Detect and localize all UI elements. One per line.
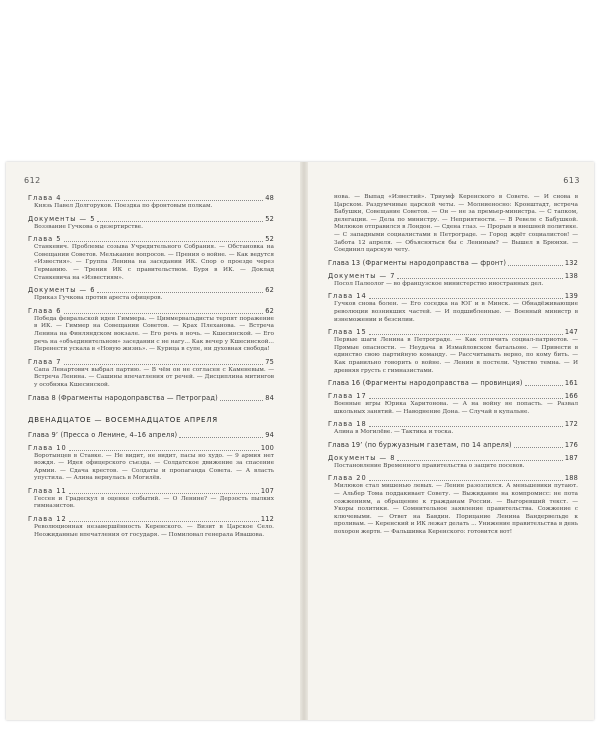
- toc-entry-page: 75: [265, 357, 274, 366]
- entries-after-section: [28, 431, 274, 540]
- toc-entry-page: 107: [260, 486, 274, 495]
- section-title: ДВЕНАДЦАТОЕ — ВОСЕМНАДЦАТОЕ АПРЕЛЯ: [28, 415, 218, 424]
- toc-entry: [328, 292, 578, 324]
- toc-entry-heading: [28, 358, 274, 367]
- toc-entry-summary: Гучков снова болен. — Его соседка на ЮГ и в Минск. — Обнадёживающие революции возникших частей. — И подшибленные. — Военный министр в изнеможении и безсилии.: [334, 301, 578, 323]
- toc-entry-summary: Посол Палеолог — во французское министерство иностранных дел.: [334, 280, 544, 287]
- toc-entry-page: 176: [564, 440, 578, 449]
- toc-entry-heading: [328, 379, 578, 388]
- toc-entry-heading: [28, 487, 274, 496]
- dot-leader: [525, 385, 563, 386]
- toc-entry: [28, 444, 274, 483]
- toc-entry-label: Глава 9’ (Пресса о Ленине, 4–16 апреля): [28, 430, 178, 439]
- continued-entry: [328, 194, 578, 255]
- toc-entry-page: 138: [564, 271, 578, 280]
- toc-entry-heading: [328, 292, 578, 301]
- toc-entry-summary: Первые шаги Ленина в Петрограде. — Как отличить социал-патриотов. — Прямые опасности. — Неудача в Измайловском батальоне. — Привести в единство свою партийную команду. — Рассчитывать верно, по кому бить. — Как правильно говорить о войне. — Ленин в постели. Чувство темна. — И древняя грусть с гимназистами.: [334, 337, 578, 374]
- toc-entry-summary: Революционная незавершённость Керенского. — Визит в Царское Село. Неожиданные впечатления от государя. — Помиловал генерала Ивашова.: [34, 524, 274, 538]
- toc-entry-page: 94: [265, 430, 274, 439]
- dot-leader: [64, 241, 264, 242]
- toc-entry-page: 52: [265, 235, 274, 244]
- toc-entry-page: 161: [564, 379, 578, 388]
- toc-entry-heading: [28, 515, 274, 524]
- entries-before-section: [28, 194, 274, 403]
- toc-entry: [28, 215, 274, 232]
- toc-entry-heading: [328, 454, 578, 463]
- toc-entry-page: 187: [564, 453, 578, 462]
- toc-entry: [328, 474, 578, 536]
- toc-entry: [28, 307, 274, 354]
- left-contents-column: [28, 194, 274, 543]
- dot-leader: [69, 521, 259, 522]
- dot-leader: [69, 450, 259, 451]
- toc-entry: [28, 358, 274, 390]
- toc-entry-page: 188: [564, 474, 578, 483]
- toc-entry: [28, 235, 274, 282]
- toc-entry-heading: [328, 441, 578, 450]
- left-page: [6, 162, 300, 720]
- toc-entry-page: 52: [265, 214, 274, 223]
- toc-entry-heading: [28, 394, 274, 403]
- toc-entry-heading: [28, 194, 274, 203]
- dot-leader: [397, 278, 562, 279]
- toc-entry-heading: [328, 272, 578, 281]
- toc-entry: [28, 394, 274, 403]
- toc-entry-page: 147: [564, 328, 578, 337]
- dot-leader: [369, 298, 563, 299]
- toc-entry-heading: [328, 392, 578, 401]
- toc-entry-page: 172: [564, 420, 578, 429]
- dot-leader: [97, 221, 263, 222]
- toc-entry-label: Глава 14: [328, 292, 367, 301]
- toc-entry: [328, 392, 578, 416]
- page-number-right: 613: [563, 176, 580, 185]
- toc-entry-summary: Гессен и Градескул в оценке событий. — О Ленине? — Дерзость пылких гимназистов.: [34, 495, 274, 510]
- toc-entry-page: 48: [265, 194, 274, 202]
- dot-leader: [220, 400, 263, 401]
- book-spread: [6, 162, 594, 720]
- book-gutter: [300, 162, 308, 720]
- toc-entry-page: 112: [260, 515, 274, 524]
- toc-entry: [328, 379, 578, 388]
- dot-leader: [369, 398, 563, 399]
- toc-entry: [28, 487, 274, 511]
- toc-entry-summary: Победа февральской идеи Гиммера. — Циммервальдисты терпят поражение в ИК. — Гиммер на Совещании Советов. — Крах Плеханова. — Встреча Ленина на Финляндском вокзале. — Его речь в ночь. — Кшесинской. — Его речь на «объединительном» заседании с не нагу... Как вечер у Кшесинской... Перенести ускала в «Новую жизнь». — Курица в супе, ни духовная свобода!: [34, 315, 274, 353]
- toc-entry: [328, 272, 578, 289]
- toc-entry-label: Глава 10: [28, 443, 67, 452]
- toc-entry: [328, 259, 578, 268]
- toc-entry: [328, 441, 578, 450]
- toc-entry: [28, 515, 274, 539]
- right-page: [308, 162, 594, 720]
- toc-entry-page: 132: [564, 258, 578, 267]
- dot-leader: [64, 200, 264, 201]
- toc-entry: [328, 420, 578, 437]
- toc-entry-heading: [28, 235, 274, 244]
- toc-entry-label: Глава 13 (Фрагменты народоправства — фронт): [328, 258, 507, 267]
- toc-entry-page: 62: [265, 286, 274, 295]
- dot-leader: [508, 265, 563, 266]
- toc-entry-label: Глава 8 (Фрагменты народоправства — Петроград): [28, 393, 218, 402]
- toc-entry-summary: Воротынцев в Ставке. — Не видит, не видит, пасы но худо. — 9 армия нет вождя. — Идея офицерского съезда. — Солдатское движение за спасение Армии. — Сдача крестов. — Солдаты и пропаганда Совета. — А власть упустила. — Алина вернулась в Могилёв.: [34, 452, 274, 482]
- toc-entry-label: Документы — 5: [28, 214, 96, 223]
- entry-text: нова. — Выпад «Известий». Триумф Керенского в Совете. — И снова в Царском. Раздумчивые царской четы. — Молниеносно: Кронштадт, встреча Бабушки, Совещание Советов. — Он — не за премьер-министра. — С тапком, делегации. — Дела по министру. — Неприятности. — В Ревеле с Бабушкой. Милюков отправился в Лондон. — Сдена глаз. — Прорыв в внешней политике. — С западными социалистами в Петрограде. — Город ждёт социалистов! — Забота 12 апреля. — Объясняться бы с Лениным? — Вышел в Брюнхи. — Соединил царскую чету.: [334, 194, 578, 254]
- toc-entry-label: Глава 20: [328, 474, 367, 483]
- toc-entry-label: Глава 5: [28, 235, 62, 244]
- toc-entry-summary: Алина в Могилёве. — Тактика и тоска.: [334, 429, 454, 436]
- toc-entry-label: Глава 4: [28, 194, 62, 202]
- toc-entry-page: 139: [564, 292, 578, 301]
- dot-leader: [69, 493, 259, 494]
- toc-entry-label: Глава 16 (Фрагменты народоправства — провинция): [328, 379, 523, 388]
- toc-entry-label: Документы — 6: [28, 286, 96, 295]
- toc-entry-page: 84: [265, 393, 274, 402]
- toc-entry-summary: Постановление Временного правительства о защите посевов.: [334, 462, 525, 469]
- toc-entry-page: 100: [260, 443, 274, 452]
- toc-entry: [328, 328, 578, 375]
- toc-entry-label: Глава 11: [28, 486, 67, 495]
- toc-entry-summary: Станкевич. Проблемы созыва Учредительного Собрания. — Обстановка на Совещании Советов. Мелькание вопросов. — Прения о войне. — Как ведутся «Известия». — Группа Ленина на заседании ИК. Спор о проезде через Германию. — Трения ИК с правительством. Буря в ИК. — Доклад Станкевича на «Известиям».: [34, 244, 274, 281]
- toc-entry-summary: Сапа Ленартович выбрал партию. — В чём он не согласен с Каменевым. — Встреча Ленина. — Сашины впечатления от речей. — Дисциплина митингов у особняка Кшесинской.: [34, 366, 274, 388]
- toc-entry-heading: [328, 420, 578, 429]
- dot-leader: [97, 292, 263, 293]
- toc-entry-label: Глава 19’ (по буржуазным газетам, по 14 апреля): [328, 440, 512, 449]
- toc-entry-summary: Воззвание Гучкова о дезертирстве.: [34, 223, 143, 230]
- toc-entry-heading: [28, 444, 274, 453]
- dot-leader: [369, 480, 563, 481]
- toc-entry-summary: Военные игры Юрика Харитонова. — А на войну не попасть. — Развал школьных занятий. — Наводнение Дона. — Случай в купальне.: [334, 401, 578, 415]
- toc-entry-heading: [328, 328, 578, 337]
- toc-entry-page: 62: [265, 306, 274, 315]
- dot-leader: [64, 364, 264, 365]
- toc-entry-summary: Приказ Гучкова против ареста офицеров.: [34, 295, 163, 302]
- dot-leader: [397, 460, 562, 461]
- toc-entry: [28, 286, 274, 303]
- right-contents-column: [328, 194, 578, 541]
- dot-leader: [64, 313, 264, 314]
- toc-entry-label: Глава 6: [28, 306, 62, 315]
- toc-entry-heading: [328, 474, 578, 483]
- toc-entry-label: Глава 18: [328, 420, 367, 429]
- dot-leader: [514, 447, 563, 448]
- toc-entry-summary: Милюков стал мишенью левых. — Ленин разозлился. А меньшевики путают. — Альбер Тома поддакивает Совету. — Выжидание на компромисс: не пота сожжениям, а обращение к гражданам России. — Выгоревший текст. — Укоры политики. — Сомнительное заявление правительства. Сожжение с ключевыми. — Ответ на Бавдин. Порицание Ленина Вандервельде к проливам. — Керенский и ИК лежат делать ... Унижение правительства в день похорон жертв. — Фальшивка Керенского: готовится вот!: [334, 483, 578, 536]
- toc-entry-label: Документы — 8: [328, 453, 396, 462]
- dot-leader: [179, 437, 263, 438]
- page-number-left: 612: [24, 176, 41, 185]
- toc-entry-label: Глава 15: [328, 328, 367, 337]
- toc-entry-page: 166: [564, 392, 578, 401]
- toc-entry-label: Документы — 7: [328, 271, 396, 280]
- dot-leader: [369, 426, 563, 427]
- toc-entry-label: Глава 17: [328, 392, 367, 401]
- toc-entry-heading: [328, 259, 578, 268]
- dot-leader: [369, 334, 563, 335]
- toc-entry: [328, 454, 578, 471]
- toc-entry: [28, 431, 274, 440]
- toc-entry-heading: [28, 307, 274, 316]
- toc-entry-summary: Князь Павел Долгоруков. Поездка по фронтовым полкам.: [34, 203, 213, 209]
- toc-entry-label: Глава 7: [28, 357, 62, 366]
- toc-entry-heading: [28, 215, 274, 224]
- entries-right: [328, 259, 578, 537]
- toc-entry-heading: [28, 286, 274, 295]
- toc-entry: [28, 194, 274, 211]
- toc-entry-label: Глава 12: [28, 515, 67, 524]
- toc-entry-heading: [28, 431, 274, 440]
